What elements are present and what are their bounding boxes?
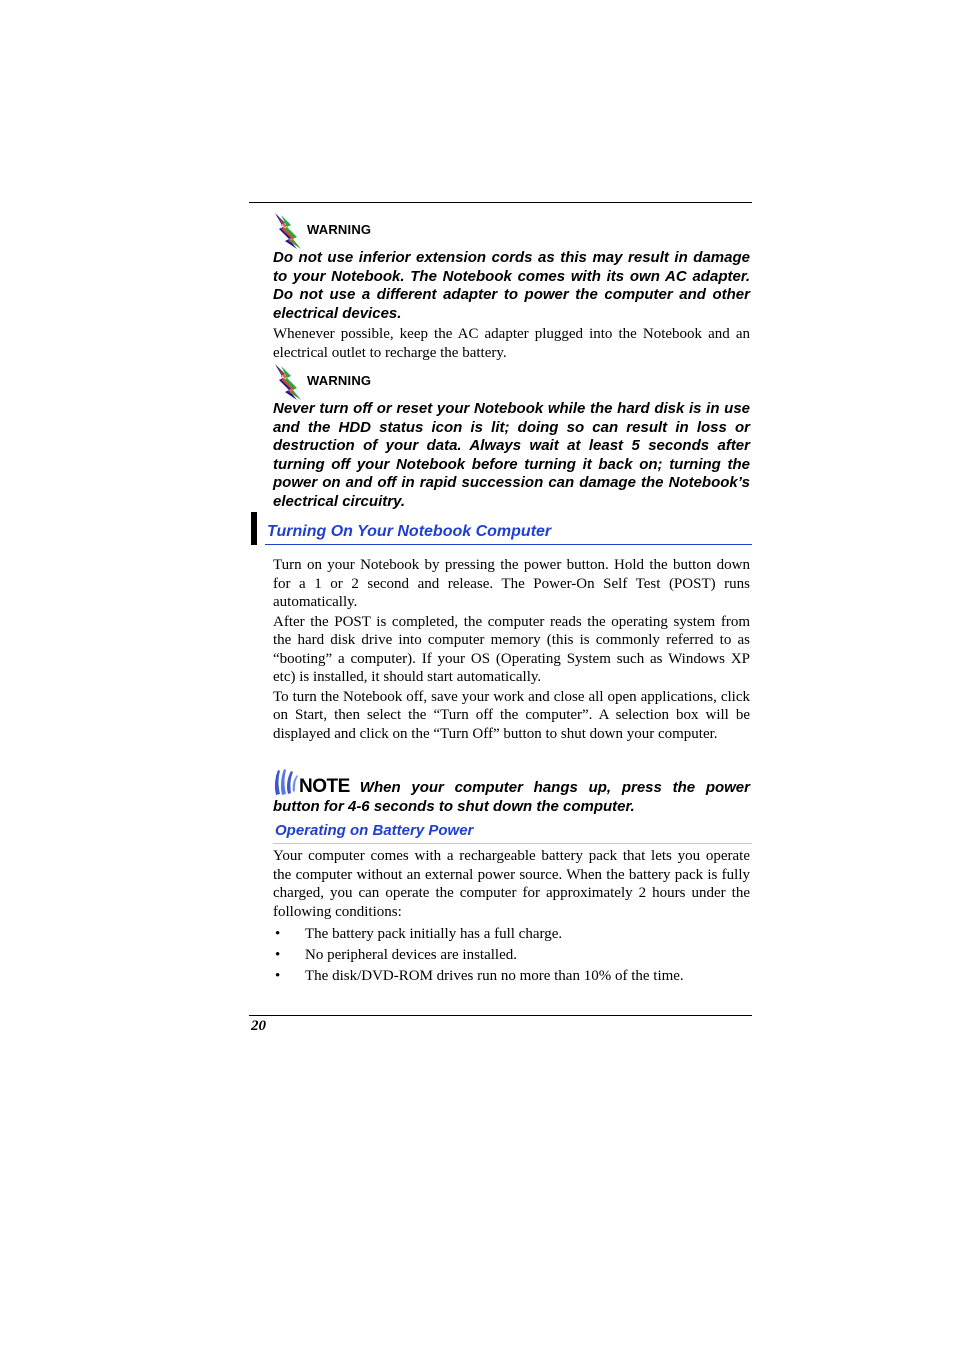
warning-heading-1 <box>273 211 371 251</box>
header-rule <box>249 202 752 203</box>
warning-text-2: Never turn off or reset your Notebook while the hard disk is in use and the HDD status icon is lit; doing so can result in loss or destruction of your data. Always wait at least 5 seconds after turning off your Notebook before turning it back on; turning the power on and off in rapid succession can damage the Notebook’s electrical circuitry. <box>273 400 750 510</box>
warning-label: WARNING <box>307 372 372 388</box>
section-heading <box>251 512 752 545</box>
note-hand-icon <box>273 767 299 797</box>
section-paragraph-1: Turn on your Notebook by pressing the power button. Hold the button down for a 1 or 2 second and release. The Power-On Self Test (POST) runs automatically. <box>273 557 750 610</box>
note-text: When your computer hangs up, press the power button for 4-6 seconds to shut down the computer. <box>273 779 750 815</box>
section-paragraph-3: To turn the Notebook off, save your work and close all open applications, click on Start, then select the “Turn off the computer”. A selection box will be displayed and click on the “Turn Off” button to shut down your computer. <box>273 688 750 742</box>
footer-rule <box>249 1015 752 1016</box>
list-item: • The disk/DVD-ROM drives run no more than 10% of the time. <box>275 968 684 984</box>
warning-label: WARNING <box>307 221 372 237</box>
page-number: 20 <box>251 1018 266 1034</box>
section-bar <box>251 512 257 545</box>
note-block <box>273 767 750 816</box>
subsection-heading <box>273 822 752 844</box>
warning-arrow-icon <box>273 362 303 402</box>
warning-heading-2 <box>273 362 371 402</box>
warning-arrow-icon <box>273 211 303 251</box>
adapter-paragraph: Whenever possible, keep the AC adapter plugged into the Notebook and an electrical outlet to recharge the battery. <box>273 326 750 361</box>
list-item: • The battery pack initially has a full charge. <box>275 926 563 942</box>
section-title: Turning On Your Notebook Computer <box>267 523 552 540</box>
warning-text-1: Do not use inferior extension cords as this may result in damage to your Notebook. The Notebook comes with its own AC adapter. Do not use a different adapter to power the computer and other electrical devices. <box>273 249 750 322</box>
section-underline <box>265 544 752 545</box>
note-label: NOTE <box>299 776 350 797</box>
section-paragraph-2: After the POST is completed, the computer reads the operating system from the hard disk drive into computer memory (this is commonly referred to as “booting” a computer). If your OS (Operating System such as Windows XP etc) is installed, it should start automatically. <box>273 613 750 685</box>
battery-paragraph: Your computer comes with a rechargeable battery pack that lets you operate the computer without an external power source. When the battery pack is fully charged, you can operate the computer for approximately 2 hours under the following conditions: <box>273 848 750 920</box>
conditions-list <box>273 924 750 987</box>
subsection-title: Operating on Battery Power <box>275 822 474 839</box>
list-item: • No peripheral devices are installed. <box>275 947 517 963</box>
